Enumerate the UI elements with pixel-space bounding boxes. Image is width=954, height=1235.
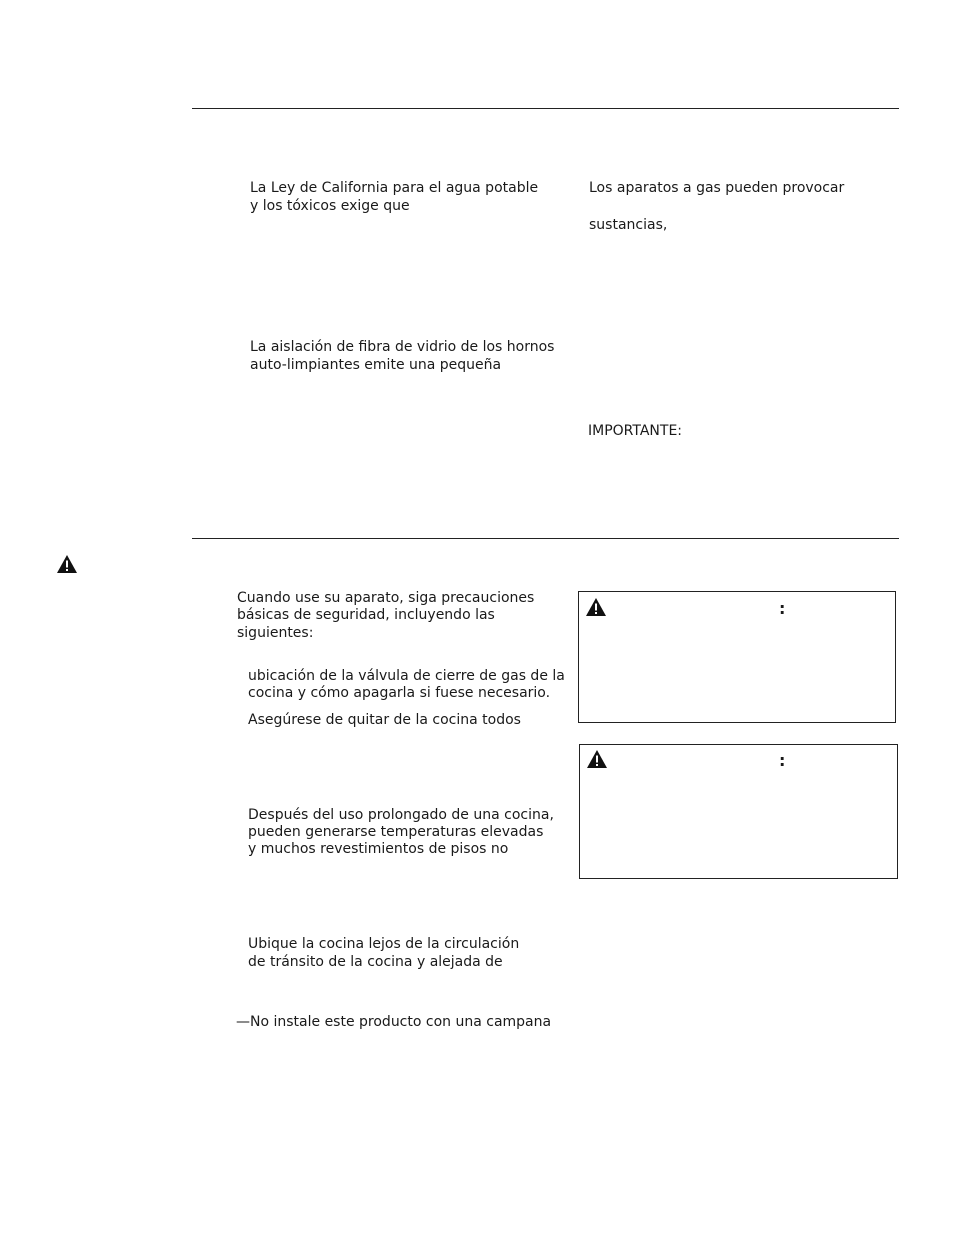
item4-line2: de tránsito de la cocina y alejada de bbox=[248, 954, 503, 970]
warning-box-1-colon: : bbox=[779, 599, 786, 618]
fiberglass-line2: auto-limpiantes emite una pequeña bbox=[250, 357, 502, 373]
warning-triangle-icon bbox=[56, 554, 78, 574]
item3-line1: Después del uso prolongado de una cocina, bbox=[248, 807, 554, 823]
warning-triangle-icon bbox=[586, 749, 608, 769]
item1-line1: ubicación de la válvula de cierre de gas de la bbox=[248, 668, 565, 684]
fiberglass-line1: La aislación de fibra de vidrio de los hornos bbox=[250, 339, 555, 355]
warning-box-2 bbox=[579, 744, 898, 879]
item2-line1: Asegúrese de quitar de la cocina todos bbox=[248, 712, 521, 728]
important-label: IMPORTANTE: bbox=[588, 423, 683, 439]
warning-triangle-icon bbox=[585, 597, 607, 617]
section-divider bbox=[192, 538, 899, 539]
item3-line2: pueden generarse temperaturas elevadas bbox=[248, 824, 544, 840]
intro-line1: Cuando use su aparato, siga precauciones bbox=[237, 590, 535, 606]
item3-line3: y muchos revestimientos de pisos no bbox=[248, 841, 509, 857]
intro-line2: básicas de seguridad, incluyendo las bbox=[237, 607, 495, 623]
ca-law-line1: La Ley de California para el agua potable bbox=[250, 180, 539, 196]
gas-appliances-line2: sustancias, bbox=[589, 217, 668, 233]
item1-line2: cocina y cómo apagarla si fuese necesario. bbox=[248, 685, 551, 701]
intro-line3: siguientes: bbox=[237, 625, 314, 641]
warning-box-2-colon: : bbox=[779, 751, 786, 770]
top-divider bbox=[192, 108, 899, 109]
ca-law-line2: y los tóxicos exige que bbox=[250, 198, 410, 214]
gas-appliances-line1: Los aparatos a gas pueden provocar bbox=[589, 180, 845, 196]
item5-line1: —No instale este producto con una campana bbox=[236, 1014, 552, 1030]
item4-line1: Ubique la cocina lejos de la circulación bbox=[248, 936, 520, 952]
warning-box-1 bbox=[578, 591, 896, 723]
